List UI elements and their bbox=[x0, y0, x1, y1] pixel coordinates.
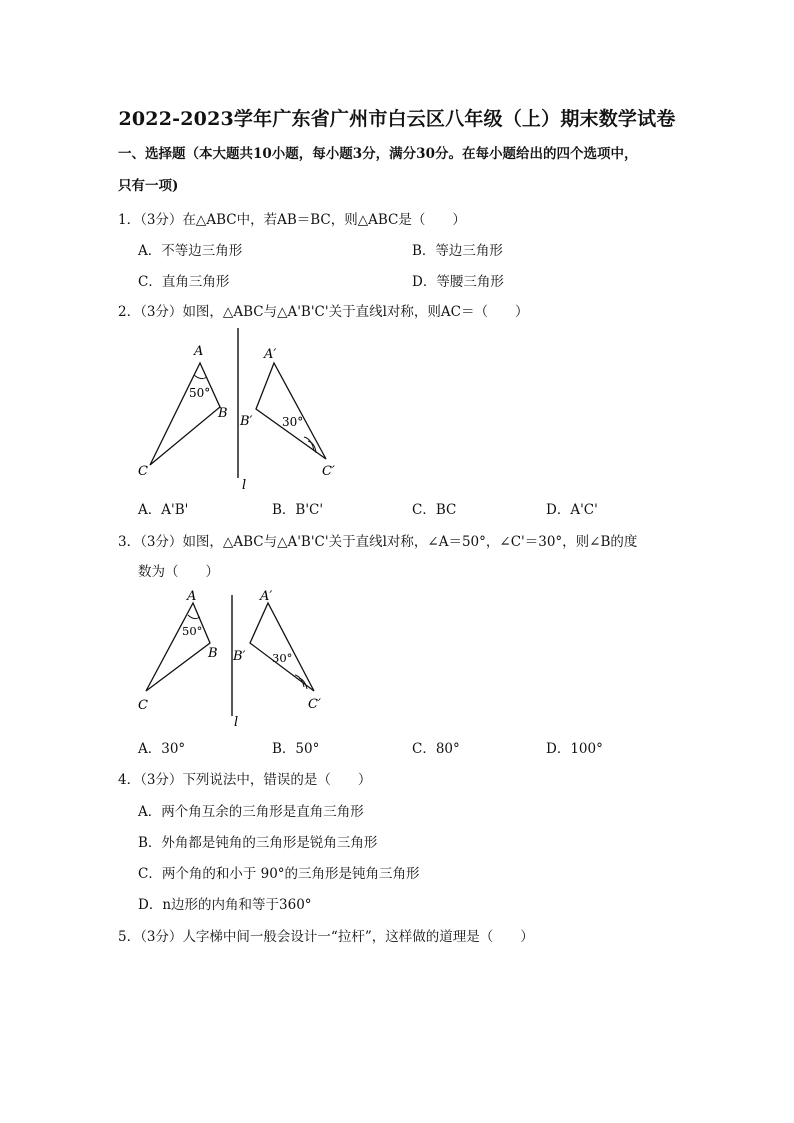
label-a2: A′ bbox=[260, 589, 273, 604]
option-a: A．不等边三角形 bbox=[138, 243, 243, 259]
question-points: （3分） bbox=[140, 929, 183, 945]
question-points: （3分） bbox=[140, 212, 183, 228]
figure-q3 bbox=[130, 583, 360, 733]
question-stem: 在△ABC中，若AB＝BC，则△ABC是（ ） bbox=[182, 212, 466, 228]
question-number: 1． bbox=[118, 212, 141, 228]
question-2 bbox=[118, 300, 528, 320]
question-4 bbox=[118, 768, 371, 788]
triangle-a2b2c2 bbox=[256, 363, 326, 459]
question-stem: 如图，△ABC与△A'B'C'关于直线l对称，∠A＝50°，∠C'＝30°，则∠B的度 bbox=[182, 534, 638, 550]
label-b: B bbox=[218, 406, 228, 421]
question-points: （3分） bbox=[140, 772, 183, 788]
label-b: B bbox=[208, 646, 218, 661]
option-d: D．A'C' bbox=[546, 502, 598, 518]
question-number: 4． bbox=[118, 772, 141, 788]
question-points: （3分） bbox=[140, 534, 183, 550]
label-angle-c2: 30° bbox=[282, 415, 304, 429]
question-stem: 如图，△ABC与△A'B'C'关于直线l对称，则AC＝（ ） bbox=[182, 304, 529, 320]
option-b: B．50° bbox=[272, 741, 320, 757]
exam-title: 2022-2023学年广东省广州市白云区八年级（上）期末数学试卷 bbox=[118, 108, 676, 130]
label-angle-a: 50° bbox=[182, 624, 203, 638]
triangle-a2b2c2 bbox=[250, 603, 314, 691]
option-a: A．两个角互余的三角形是直角三角形 bbox=[138, 804, 364, 820]
question-stem: 人字梯中间一般会设计一“拉杆”，这样做的道理是（ ） bbox=[182, 929, 534, 945]
label-angle-c2: 30° bbox=[272, 651, 293, 665]
triangle-abc bbox=[150, 363, 220, 465]
question-number: 3． bbox=[118, 534, 141, 550]
angle-arc-c2 bbox=[295, 675, 304, 687]
option-b: B．等边三角形 bbox=[412, 243, 503, 259]
option-a: A．30° bbox=[138, 741, 186, 757]
option-c: C．80° bbox=[412, 741, 460, 757]
section-heading: 一、选择题（本大题共10小题，每小题3分，满分30分。在每小题给出的四个选项中， bbox=[118, 146, 638, 162]
question-1 bbox=[118, 208, 466, 228]
label-b2: B′ bbox=[240, 414, 253, 429]
label-c: C bbox=[138, 464, 148, 479]
option-d: D．n边形的内角和等于360° bbox=[138, 897, 312, 913]
figure-q2 bbox=[130, 325, 360, 495]
question-stem: 下列说法中，错误的是（ ） bbox=[182, 772, 372, 788]
label-c2: C′ bbox=[322, 464, 335, 479]
option-c: C．直角三角形 bbox=[138, 274, 230, 290]
label-b2: B′ bbox=[233, 649, 246, 664]
label-l: l bbox=[234, 715, 239, 730]
option-c: C．两个角的和小于 90°的三角形是钝角三角形 bbox=[138, 866, 420, 882]
question-3-cont: 数为（ ） bbox=[138, 564, 219, 580]
option-b: B．外角都是钝角的三角形是锐角三角形 bbox=[138, 835, 378, 851]
option-d: D．100° bbox=[546, 741, 603, 757]
label-angle-a: 50° bbox=[189, 386, 211, 400]
section-heading-cont: 只有一项) bbox=[118, 178, 179, 194]
label-a: A bbox=[187, 589, 197, 604]
question-3 bbox=[118, 530, 637, 550]
question-points: （3分） bbox=[140, 304, 183, 320]
label-l: l bbox=[242, 478, 247, 493]
label-c2: C′ bbox=[308, 697, 321, 712]
option-a: A．A'B' bbox=[138, 502, 189, 518]
triangle-abc bbox=[146, 603, 210, 691]
label-a: A bbox=[194, 344, 204, 359]
question-number: 5． bbox=[118, 929, 141, 945]
label-c: C bbox=[138, 698, 148, 713]
question-number: 2． bbox=[118, 304, 141, 320]
question-5 bbox=[118, 925, 534, 945]
option-c: C．BC bbox=[412, 502, 457, 518]
option-b: B．B'C' bbox=[272, 502, 324, 518]
label-a2: A′ bbox=[264, 347, 277, 362]
option-d: D．等腰三角形 bbox=[412, 274, 504, 290]
